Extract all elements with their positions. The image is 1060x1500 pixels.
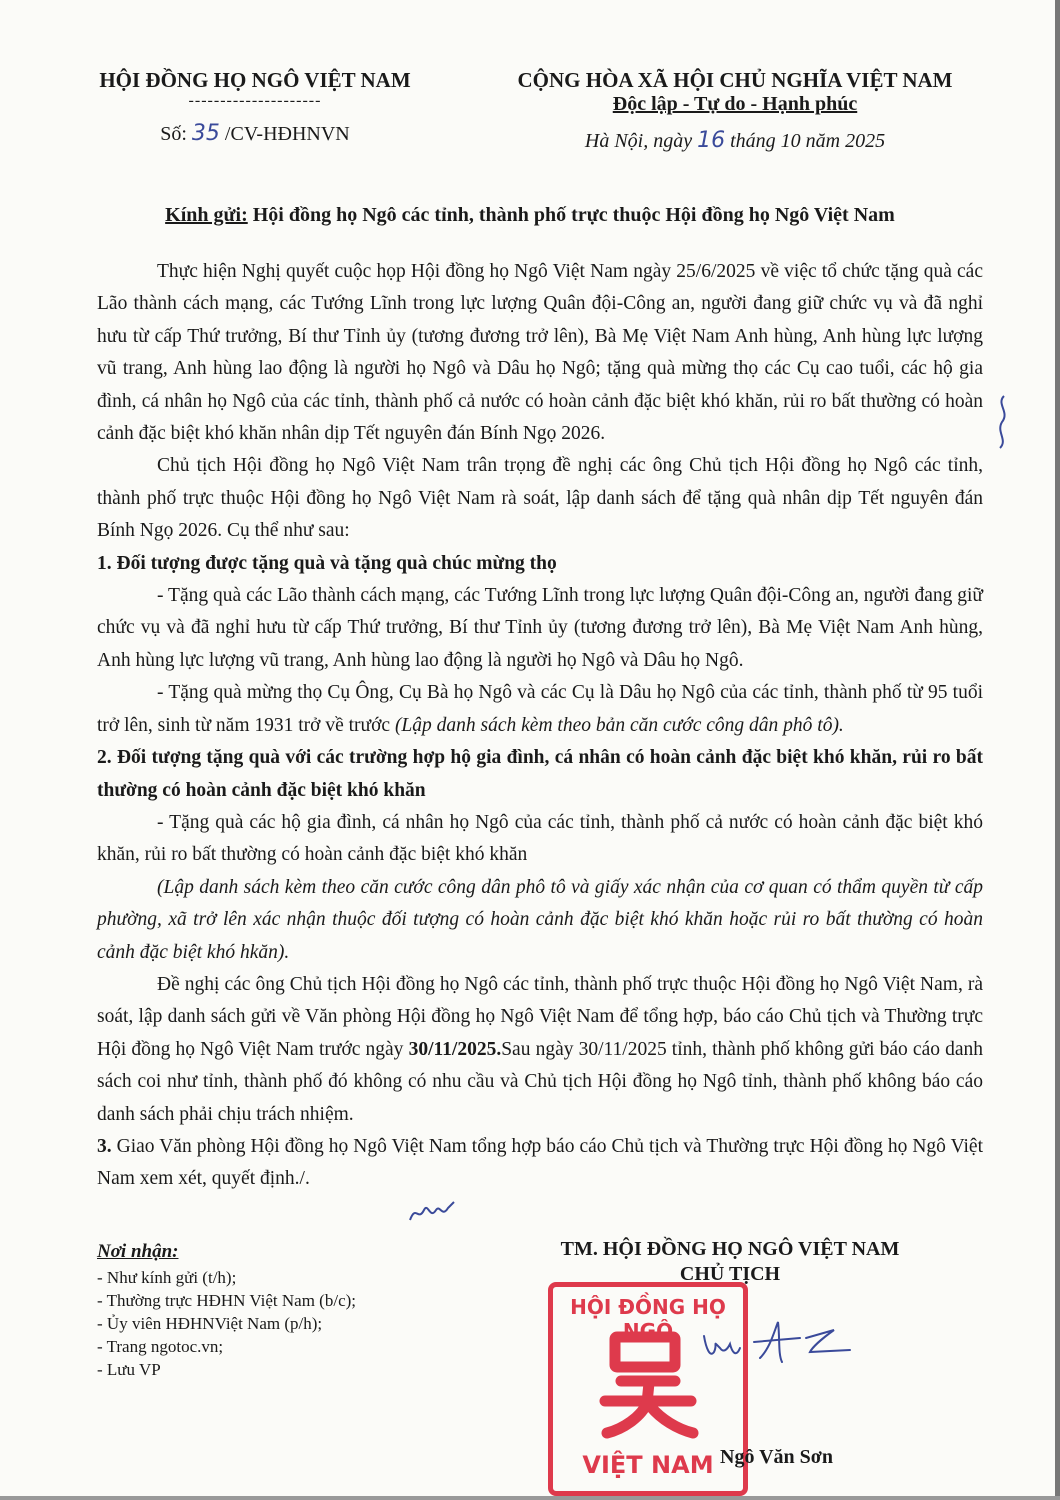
section-3-text: Giao Văn phòng Hội đồng họ Ngô Việt Nam tổng hợp báo cáo Chủ tịch và Thường trực Hội đồng họ Ngô Việt Nam xem xét, quyết định./. [97,1135,983,1190]
margin-check-mark [990,392,1018,452]
signer-name: Ngô Văn Sơn [720,1446,833,1468]
recipient-item: - Trang ngotoc.vn; [97,1337,224,1356]
ref-suffix: /CV-HĐHNVN [224,123,350,145]
recipient-line [60,204,1000,227]
letter-body [97,256,983,1196]
section-1-item-2-note: (Lập danh sách kèm theo bản căn cước công dân phô tô). [394,714,844,736]
recipient-item: - Thường trực HĐHN Việt Nam (b/c); [97,1291,356,1310]
section-3-paragraph [97,1131,983,1196]
handwritten-signature [700,1318,860,1378]
date-line [485,128,985,153]
date-prefix: Hà Nội, ngày [584,130,693,152]
scan-edge-bottom [0,1496,1060,1500]
issuer-name: HỘI ĐỒNG HỌ NGÔ VIỆT NAM [99,68,411,92]
deadline-date: 30/11/2025. [408,1038,502,1060]
section-2-item-1: - Tặng quà các hộ gia đình, cá nhân họ Ngô của các tỉnh, thành phố cả nước có hoàn cảnh đặc biệt khó khăn, rủi ro bất thường có hoàn cảnh đặc biệt khó khăn [97,811,983,866]
scan-edge-right [1055,0,1060,1500]
national-title: CỘNG HÒA XÃ HỘI CHỦ NGHĨA VIỆT NAM [517,68,953,92]
section-2-heading: 2. Đối tượng tặng quà với các trường hợp hộ gia đình, cá nhân có hoàn cảnh đặc biệt khó khăn, rủi ro bất thường có hoàn cảnh đặc biệt khó khăn [97,747,983,801]
signature-block [540,1238,920,1286]
recipient-item: - Lưu VP [97,1360,161,1379]
signature-position: CHỦ TỊCH [679,1263,781,1285]
header-left [60,68,450,146]
section-1-item-2 [97,677,983,742]
national-motto: Độc lập - Tự do - Hạnh phúc [612,93,858,115]
seal-top-text: HỘI ĐỒNG HỌ NGÔ [570,1295,726,1343]
date-day-handwritten: 16 [697,128,726,153]
recipient-item: - Ủy viên HĐHNViệt Nam (p/h); [97,1314,323,1333]
recipient-text: Hội đồng họ Ngô các tỉnh, thành phố trực thuộc Hội đồng họ Ngô Việt Nam [252,204,895,226]
date-suffix: tháng 10 năm 2025 [730,130,886,152]
seal-character-glyph [593,1331,703,1439]
recipient-lead: Kính gửi: [165,204,248,226]
official-seal [548,1282,748,1496]
paragraph-request: Chủ tịch Hội đồng họ Ngô Việt Nam trân trọng đề nghị các ông Chủ tịch Hội đồng họ Ngô các tỉnh, thành phố trực thuộc Hội đồng họ Ngô Việt Nam rà soát, lập danh sách để tặng quà nhân dịp Tết nguyên đán Bính Ngọ 2026. Cụ thể như sau: [97,455,983,542]
ref-prefix: Số: [160,123,187,145]
seal-bottom-text: VIỆT NAM [582,1451,714,1479]
deadline-text-a: Đề nghị các ông Chủ tịch Hội đồng họ Ngô các tỉnh, thành phố trực thuộc Hội đồng họ Ngô Việt Nam, rà soát, lập danh sách gửi về Văn phòng Hội đồng họ Ngô Việt Nam để tổng hợp, báo cáo Chủ tịch và Thường trực Hội đồng họ Ngô Việt Nam trước ngày [97,973,983,1060]
deadline-text-b: Sau ngày 30/11/2025 tỉnh, thành phố không gửi báo cáo danh sách coi như tỉnh, thành phố đó không có nhu cầu và Chủ tịch Hội đồng họ Ngô tỉnh, thành phố không báo cáo danh sách phải chịu trách nhiệm. [97,1038,983,1125]
section-1-item-2-text: - Tặng quà mừng thọ Cụ Ông, Cụ Bà họ Ngô và các Cụ là Dâu họ Ngô của các tỉnh, thành phố từ 95 tuổi trở lên, sinh từ năm 1931 trở về trước [97,682,983,736]
section-2-note: (Lập danh sách kèm theo căn cước công dân phô tô và giấy xác nhận của cơ quan có thẩm quyền từ cấp phường, xã trở lên xác nhận thuộc đối tượng có hoàn cảnh đặc biệt khó khăn hoặc rủi ro bất thường có hoàn cảnh đặc biệt khó hkăn). [97,876,983,963]
header-right [485,68,985,153]
section-1-item-1: - Tặng quà các Lão thành cách mạng, các Tướng Lĩnh trong lực lượng Quân đội-Công an, người đang giữ chức vụ và đã nghỉ hưu từ cấp Thứ trưởng, Bí thư Tỉnh ủy (tương đương trở lên), Bà Mẹ Việt Nam Anh hùng, Anh hùng lực lượng vũ trang, Anh hùng lao động là người họ Ngô và Dâu họ Ngô. [97,585,983,671]
initials-mark [408,1198,456,1226]
ref-number-handwritten: 35 [191,121,220,146]
paragraph-deadline [97,969,983,1131]
recipients-list [97,1240,497,1381]
reference-number [60,121,450,146]
recipients-title: Nơi nhận: [97,1241,179,1262]
recipient-item: - Như kính gửi (t/h); [97,1268,237,1287]
issuer-underline: --------------------- [188,92,322,109]
signature-on-behalf: TM. HỘI ĐỒNG HỌ NGÔ VIỆT NAM [560,1238,900,1260]
section-1-heading: 1. Đối tượng được tặng quà và tặng quà chúc mừng thọ [97,552,557,574]
paragraph-intro: Thực hiện Nghị quyết cuộc họp Hội đồng họ Ngô Việt Nam ngày 25/6/2025 về việc tổ chức tặng quà các Lão thành cách mạng, các Tướng Lĩnh trong lực lượng Quân đội-Công an, người đang giữ chức vụ và đã nghỉ hưu từ cấp Thứ trưởng, Bí thư Tỉnh ủy (tương đương trở lên), Bà Mẹ Việt Nam Anh hùng, Anh hùng lực lượng vũ trang, Anh hùng lao động là người họ Ngô và Dâu họ Ngô; tặng quà mừng thọ các Cụ cao tuổi, các hộ gia đình, cá nhân họ Ngô của các tỉnh, thành phố cả nước có hoàn cảnh đặc biệt khó khăn, rủi ro bất thường có hoàn cảnh đặc biệt khó khăn nhân dịp Tết nguyên đán Bính Ngọ 2026. [97,261,983,445]
section-3-number: 3. [97,1135,112,1157]
